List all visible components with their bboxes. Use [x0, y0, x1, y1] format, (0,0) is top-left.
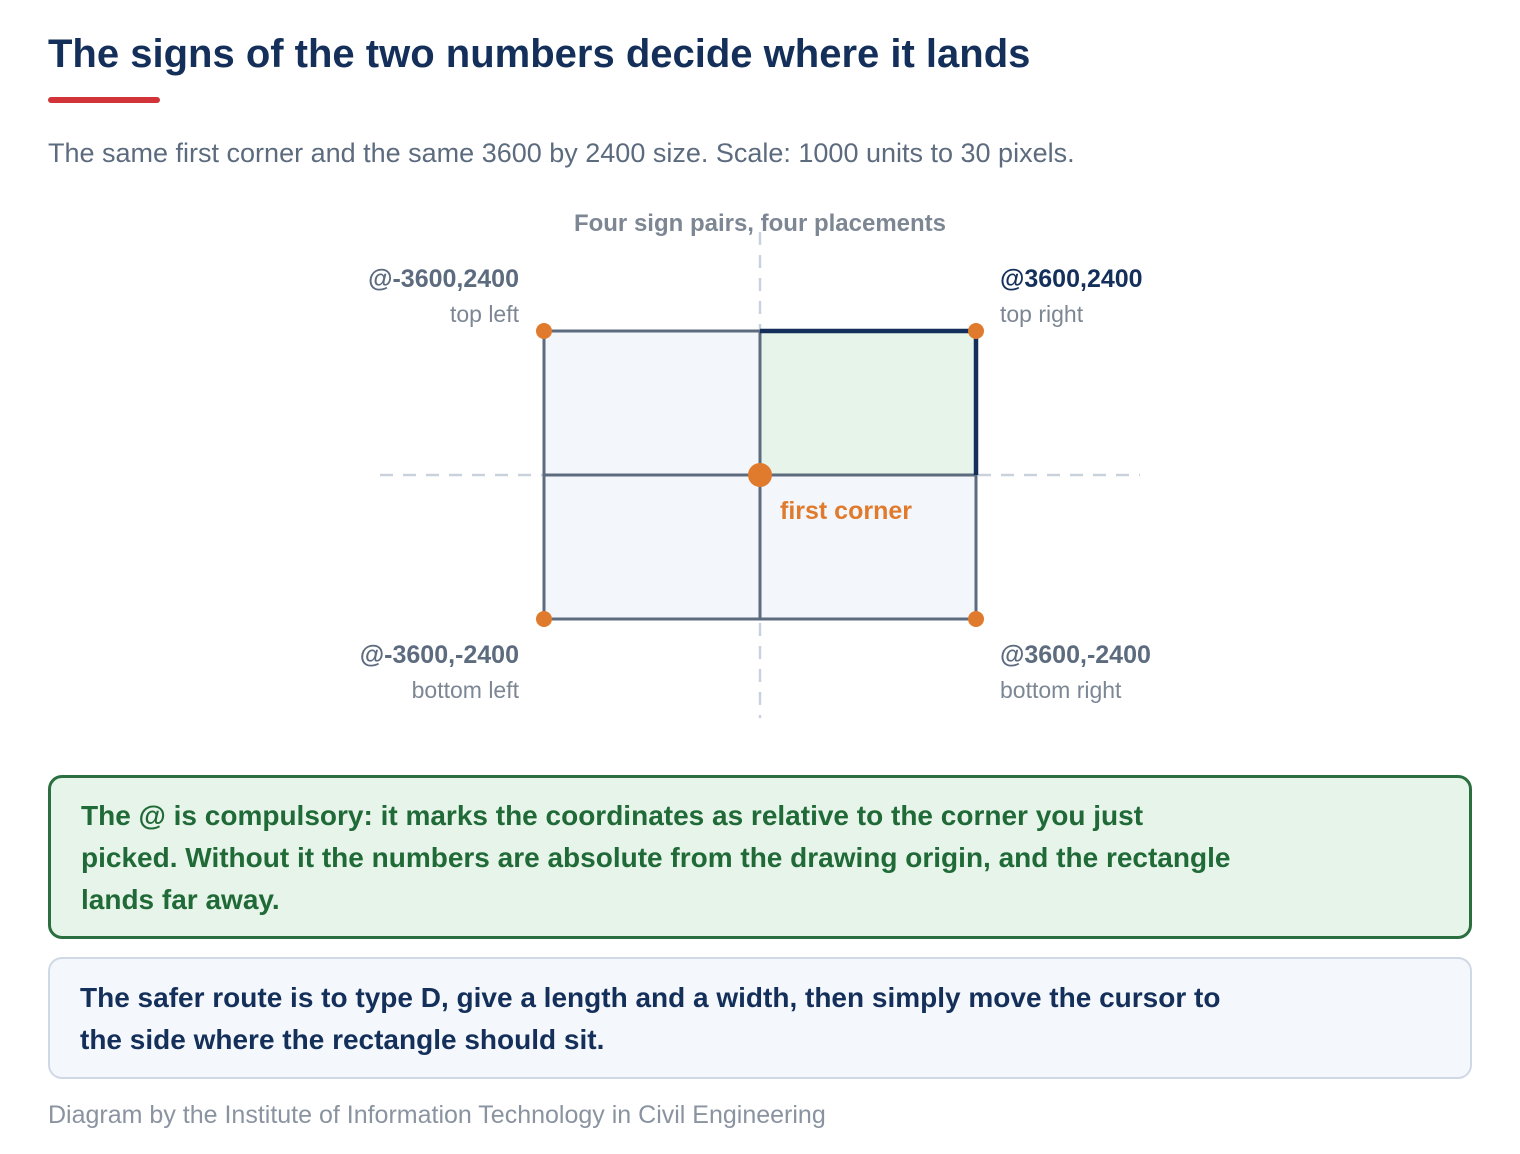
first-corner-dot — [748, 463, 772, 487]
diagram-credit: Diagram by the Institute of Information Technology in Civil Engineering — [48, 1101, 826, 1129]
coords-top-left: @-3600,2400 — [368, 265, 519, 293]
corner-dot-bottom-right — [968, 611, 984, 627]
relative-coordinates-note — [48, 775, 1472, 939]
coords-top-right: @3600,2400 — [1000, 265, 1143, 293]
corner-dot-top-right — [968, 323, 984, 339]
corner-dot-top-left — [536, 323, 552, 339]
first-corner-label: first corner — [780, 497, 912, 525]
page-subtitle: The same first corner and the same 3600 by 2400 size. Scale: 1000 units to 30 pixels. — [48, 138, 1075, 168]
corner-dot-bottom-left — [536, 611, 552, 627]
safer-route-tip — [48, 957, 1472, 1079]
label-top-left: top left — [449, 301, 519, 327]
title-underline — [48, 97, 160, 103]
sign-placement-diagram — [0, 190, 1520, 730]
diagram-title: Four sign pairs, four placements — [573, 210, 947, 237]
rect-top-right-highlighted — [760, 331, 976, 475]
label-top-right: top right — [1000, 301, 1084, 327]
safer-route-tip-text: The safer route is to type D, give a length and a width, then simply move the cursor to the side where the rectangle should sit. — [80, 982, 1221, 1055]
relative-coordinates-note-text: The @ is compulsory: it marks the coordinates as relative to the corner you just picked. Without it the numbers are absolute from the drawing origin, and the rectangle lands far away. — [81, 800, 1231, 915]
coords-bottom-right: @3600,-2400 — [1000, 641, 1151, 669]
rect-top-left — [544, 331, 760, 475]
rect-bottom-left — [544, 475, 760, 619]
label-bottom-left: bottom left — [411, 677, 519, 703]
coords-bottom-left: @-3600,-2400 — [359, 641, 519, 669]
label-bottom-right: bottom right — [1000, 677, 1122, 703]
page-title: The signs of the two numbers decide where it lands — [48, 32, 1031, 76]
